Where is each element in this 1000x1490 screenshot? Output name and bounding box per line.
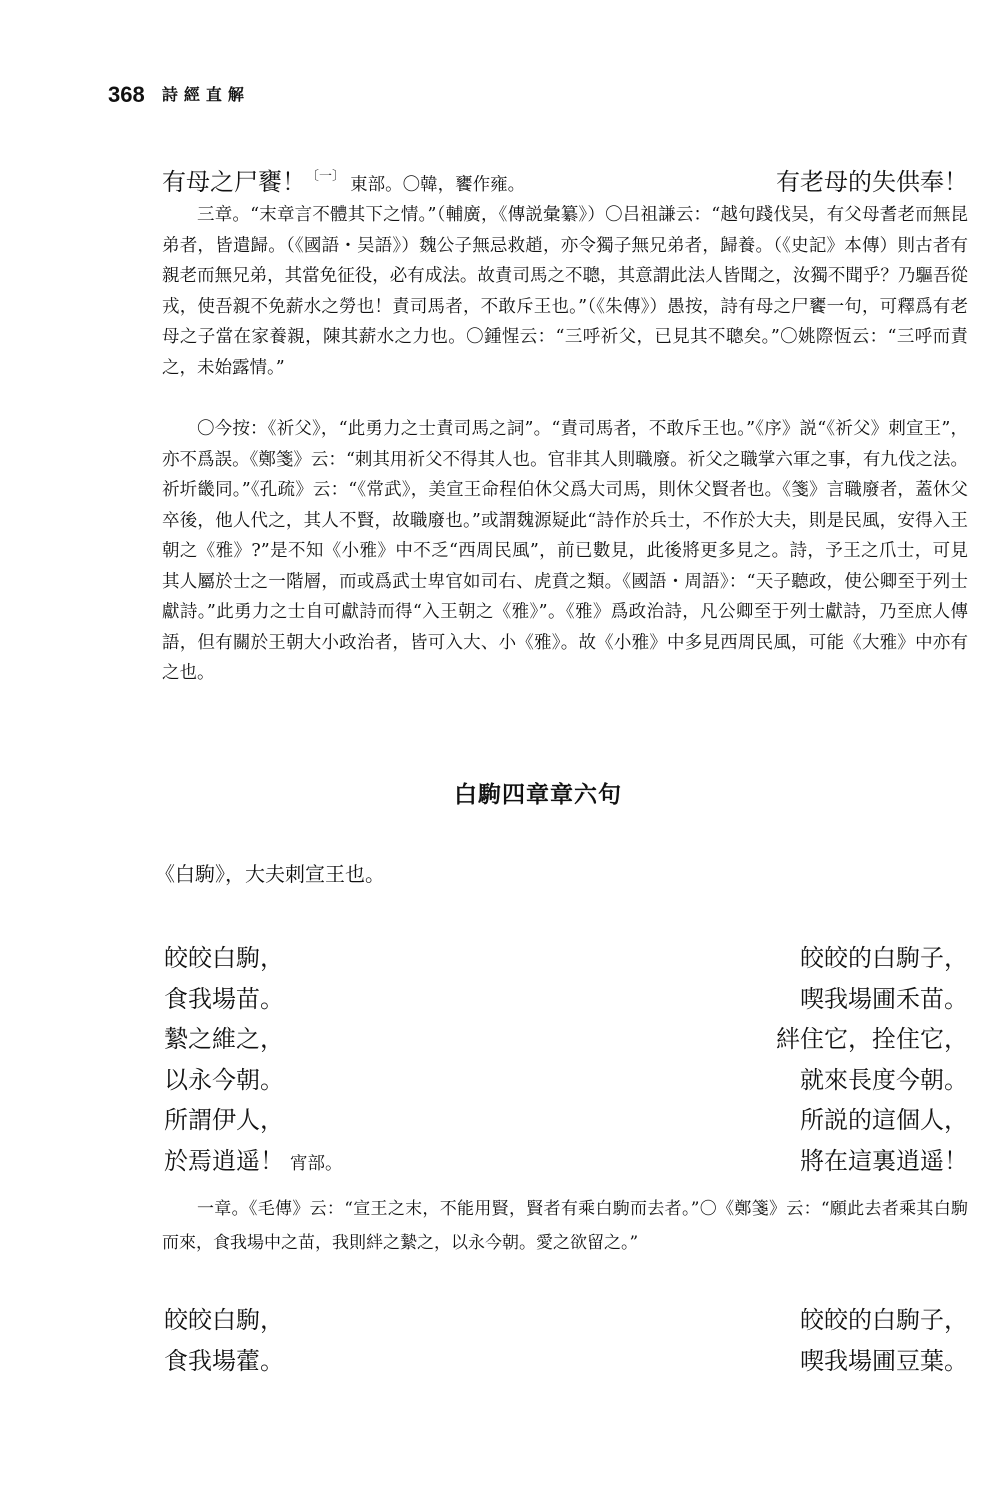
- verse-original-text: 以永今朝。: [164, 1065, 284, 1094]
- verse-original-text: 所謂伊人，: [164, 1106, 284, 1134]
- verse-original: [164, 1300, 284, 1335]
- verse-translation: 有老母的失供奉！: [776, 168, 968, 196]
- verse-translation: 喫我場圃豆葉。: [800, 1346, 968, 1375]
- verse-translation: 所説的這個人，: [800, 1106, 968, 1134]
- verse-original: 有母之尸饔！: [162, 168, 306, 196]
- verse-original-text: 食我場苗。: [164, 984, 284, 1013]
- running-title: 詩經直解: [161, 85, 250, 104]
- verse-translation: 皎皎的白駒子，: [800, 944, 968, 972]
- verse-translation: 喫我場圃禾苗。: [800, 984, 968, 1013]
- verse-original: [164, 1060, 284, 1095]
- commentary-paragraph: 〇今按：《祈父》，“此勇力之士責司馬之詞”。“責司馬者，不敢斥王也。”《序》説“《祈父》刺宣王”，亦不爲誤。《鄭箋》云：“刺其用祈父不得其人也。官非其人則職廢。祈父之職掌六軍之事，有九伐之法。祈圻畿同。”《孔疏》云：“《常武》，美宣王命程伯休父爲大司馬，則休父賢者也。《箋》言職廢者，蓋休父卒後，他人代之，其人不賢，故職廢也。”或謂魏源疑此“詩作於兵士，不作於大夫，則是民風，安得入王朝之《雅》?”是不知《小雅》中不乏“西周民風”，前已數見，此後將更多見之。詩，予王之爪士，可見其人屬於士之一階層，而或爲武士卑官如司右、虎賁之類。《國語・周語》：“天子聽政，使公卿至于列士獻詩。”此勇力之士自可獻詩而得“入王朝之《雅》”。《雅》爲政治詩，凡公卿至于列士獻詩，乃至庶人傳語，但有關於王朝大小政治者，皆可入大、小《雅》。故《小雅》中多見西周民風，可能《大雅》中亦有之也。: [162, 419, 968, 683]
- verse-original-text: 縶之維之，: [164, 1025, 284, 1053]
- verse-original: [164, 1141, 343, 1176]
- verse-original: [164, 1100, 284, 1135]
- running-header: [108, 82, 250, 108]
- verse-original-text: 皎皎白駒，: [164, 1306, 284, 1334]
- page-number: 368: [108, 82, 145, 107]
- verse-translation: 絆住它，拴住它，: [776, 1025, 968, 1053]
- verse-original-text: 食我場藿。: [164, 1346, 284, 1375]
- verse-translation: 就來長度今朝。: [800, 1065, 968, 1094]
- verse-original-text: 皎皎白駒，: [164, 944, 284, 972]
- verse-original-text: 於焉逍遥！: [164, 1146, 284, 1175]
- verse-original: [164, 979, 284, 1014]
- verse-original: [164, 1019, 284, 1054]
- verse-original: [164, 938, 284, 973]
- prev-stanza-last-line: [162, 162, 525, 197]
- rhyme-note: 宵部。: [290, 1153, 343, 1174]
- stanza-note: 一章。《毛傳》云：“宣王之末，不能用賢，賢者有乘白駒而去者。”〇《鄭箋》云：“願此去者乘其白駒而來，食我場中之苗，我則絆之縶之，以永今朝。愛之欲留之。”: [162, 1199, 968, 1253]
- preface-line: 《白駒》，大夫刺宣王也。: [155, 862, 385, 886]
- verse-translation: 皎皎的白駒子，: [800, 1306, 968, 1334]
- verse-original: [164, 1341, 284, 1376]
- commentary-paragraph: 三章。“末章言不體其下之情。”（輔廣，《傳説彙纂》）〇吕祖謙云：“越句踐伐吴，有父母耆老而無昆弟者，皆遣歸。（《國語・吴語》）魏公子無忌救趙，亦令獨子無兄弟者，歸養。（《史記》本傳）則古者有親老而無兄弟，其當免征役，必有成法。故責司馬之不聰，其意謂此法人皆聞之，汝獨不聞乎？乃驅吾從戎，使吾親不免薪水之勞也！責司馬者，不敢斥王也。”（《朱傳》）愚按，詩有母之尸饔一句，可釋爲有老母之子當在家養親，陳其薪水之力也。〇鍾惺云：“三呼祈父，已見其不聰矣。”〇姚際恆云：“三呼而責之，未始露情。”: [162, 205, 968, 378]
- verse-translation: 將在這裏逍遥！: [800, 1146, 968, 1175]
- rhyme-note: 東部。〇韓，饔作雍。: [350, 175, 526, 195]
- footnote-marker: 〔一〕: [306, 169, 346, 184]
- section-title: 白駒四章章六句: [454, 781, 622, 808]
